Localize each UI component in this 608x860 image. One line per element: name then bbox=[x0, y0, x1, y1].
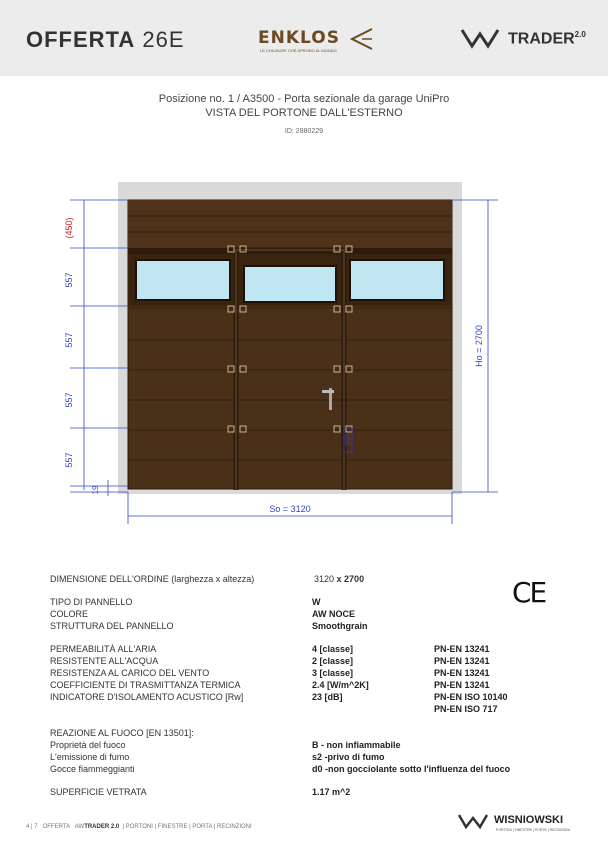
spec-label: Proprietà del fuoco bbox=[50, 740, 126, 750]
enklos-mark-icon bbox=[348, 26, 374, 52]
spec-norm: PN-EN 13241 bbox=[434, 668, 490, 678]
fire-section-title: REAZIONE AL FUOCO [EN 13501]: bbox=[50, 728, 194, 738]
position-title: Posizione no. 1 / A3500 - Porta sezionale da garage UniPro bbox=[158, 93, 450, 105]
trader-brand: TRADER bbox=[508, 30, 575, 48]
spec-norm: PN-EN ISO 717 bbox=[434, 704, 498, 714]
window-right bbox=[350, 260, 444, 300]
top-section bbox=[128, 200, 452, 248]
spec-value: W bbox=[312, 597, 321, 607]
spec-value: 3 [classe] bbox=[312, 668, 354, 678]
dim-width: So = 3120 bbox=[269, 504, 311, 514]
wisniowski-brand: WISNIOWSKI bbox=[494, 814, 564, 826]
spec-label: COEFFICIENTE DI TRASMITTANZA TERMICA bbox=[50, 680, 241, 690]
spec-value: 4 [classe] bbox=[312, 644, 354, 654]
dim-section-2: 557 bbox=[64, 332, 74, 348]
footer-products: PORTONI | FINESTRE | PORTA | RECINZIONI bbox=[125, 824, 252, 830]
dim-section-1: 557 bbox=[64, 272, 74, 288]
spec-label: PERMEABILITÀ ALL'ARIA bbox=[50, 644, 157, 654]
spec-value: s2 -privo di fumo bbox=[312, 752, 385, 762]
trader-wordmark bbox=[508, 30, 586, 48]
offerta-label: OFFERTA bbox=[26, 27, 136, 52]
trader-version: 2.0 bbox=[574, 30, 586, 39]
footer-text: 4 | 7 OFFERTA AWTRADER 2.0 | PORTONI | FINESTRE | PORTA | RECINZIONI bbox=[26, 824, 252, 830]
dim-door: 960 bbox=[345, 434, 352, 446]
spec-norm: PN-EN 13241 bbox=[434, 644, 490, 654]
spec-norm: PN-EN 13241 bbox=[434, 680, 490, 690]
footer-aw: AW bbox=[74, 824, 85, 830]
spec-label: Gocce fiammeggianti bbox=[50, 764, 135, 774]
enklos-brand: ENKLOS bbox=[258, 28, 340, 48]
footer-trader: TRADER 2.0 bbox=[84, 824, 120, 830]
order-height: 2700 bbox=[344, 574, 365, 584]
spec-label: RESISTENTE ALL'ACQUA bbox=[50, 656, 159, 666]
window-center bbox=[244, 266, 336, 302]
spec-label: TIPO DI PANNELLO bbox=[50, 597, 133, 607]
glass-surface-value: 1.17 m^2 bbox=[312, 787, 351, 797]
offerta-title bbox=[26, 27, 185, 53]
spec-value: 2.4 [W/m^2K] bbox=[312, 680, 369, 690]
spec-value: 2 [classe] bbox=[312, 656, 354, 666]
offerta-number: 26E bbox=[142, 27, 185, 52]
order-width: 3120 bbox=[314, 574, 335, 584]
order-times: x bbox=[334, 574, 345, 584]
order-dimension-value bbox=[314, 573, 364, 585]
order-dimension-label: DIMENSIONE DELL'ORDINE (larghezza x altezza) bbox=[50, 574, 255, 584]
window-left bbox=[136, 260, 230, 300]
trader-logo bbox=[460, 26, 600, 54]
spec-value: 23 [dB] bbox=[312, 692, 343, 702]
spec-norm: PN-EN ISO 10140 bbox=[434, 692, 508, 702]
wisniowski-logo bbox=[458, 812, 570, 835]
spec-value: Smoothgrain bbox=[312, 621, 368, 631]
spec-value: d0 -non gocciolante sotto l'influenza del fuoco bbox=[312, 764, 511, 774]
enklos-logo bbox=[258, 28, 340, 53]
spec-value: B - non infiammabile bbox=[312, 740, 401, 750]
trader-w-icon bbox=[460, 26, 500, 50]
spec-norm: PN-EN 13241 bbox=[434, 656, 490, 666]
spec-label: STRUTTURA DEL PANNELLO bbox=[50, 621, 174, 631]
dim-top: (450) bbox=[64, 217, 74, 239]
header-bar bbox=[0, 0, 608, 76]
footer-page: 4 | 7 bbox=[26, 824, 38, 830]
wisniowski-sub: PORTONI | FINESTRE | PORTE | RECINZIONI bbox=[496, 828, 570, 832]
wisniowski-w-icon bbox=[458, 812, 488, 830]
spec-label: RESISTENZA AL CARICO DEL VENTO bbox=[50, 668, 210, 678]
dim-bottom-gap: 19 bbox=[91, 485, 100, 495]
view-title: VISTA DEL PORTONE DALL'ESTERNO bbox=[205, 107, 403, 119]
footer-offerta: OFFERTA bbox=[42, 824, 70, 830]
dim-section-3: 557 bbox=[64, 392, 74, 408]
page-titles bbox=[0, 92, 608, 138]
glass-surface-label: SUPERFICIE VETRATA bbox=[50, 787, 147, 797]
dim-height: Ho = 2700 bbox=[474, 325, 484, 367]
spec-label: INDICATORE D'ISOLAMENTO ACUSTICO [Rw] bbox=[50, 692, 244, 702]
dim-section-4: 557 bbox=[64, 452, 74, 468]
spec-value: AW NOCE bbox=[312, 609, 356, 619]
drawing-id: ID: 2880229 bbox=[284, 128, 324, 135]
ce-mark-icon: CE bbox=[512, 576, 546, 609]
spec-label: COLORE bbox=[50, 609, 89, 619]
spec-label: L'emissione di fumo bbox=[50, 752, 130, 762]
door-drawing bbox=[0, 170, 608, 530]
enklos-tagline: LE CHIUSURE CHE APRONO AL MONDO bbox=[260, 48, 337, 53]
